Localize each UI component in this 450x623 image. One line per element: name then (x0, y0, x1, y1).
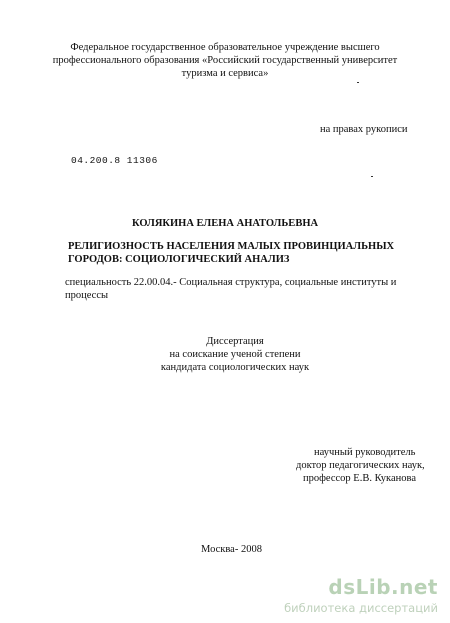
city-year: Москва- 2008 (201, 544, 262, 555)
specialty (65, 276, 425, 302)
degree-line-2: на соискание ученой степени (169, 349, 301, 360)
specialty-line-1: специальность 22.00.04.- Социальная структура, социальные институты и (65, 277, 397, 288)
dissertation-title (68, 240, 408, 266)
scan-speck (357, 82, 359, 83)
supervisor-info (296, 446, 446, 485)
scan-speck (371, 176, 373, 177)
dslib-watermark (238, 575, 438, 615)
title-line-2: ГОРОДОВ: СОЦИОЛОГИЧЕСКИЙ АНАЛИЗ (68, 254, 290, 265)
degree-line-3: кандидата социологических наук (160, 362, 310, 373)
supervisor-line-2: доктор педагогических наук, (296, 460, 425, 471)
institution-line-2: профессионального образования «Российский государственный университет (52, 55, 398, 66)
institution-line-3: туризма и сервиса» (181, 68, 269, 79)
author-name: КОЛЯКИНА ЕЛЕНА АНАТОЛЬЕВНА (132, 218, 319, 229)
degree-line-1: Диссертация (206, 336, 264, 347)
institution-line-1: Федеральное государственное образовательное учреждение высшего (70, 42, 380, 53)
institution-header (40, 41, 410, 80)
specialty-line-2: процессы (65, 290, 109, 301)
supervisor-line-1: научный руководитель (314, 447, 416, 458)
title-line-1: РЕЛИГИОЗНОСТЬ НАСЕЛЕНИЯ МАЛЫХ ПРОВИНЦИАЛЬНЫХ (68, 241, 395, 252)
supervisor-line-3: профессор Е.В. Куканова (303, 473, 416, 484)
degree-statement (135, 335, 335, 374)
registration-number: 04.200.8 11306 (71, 155, 158, 166)
watermark-subtitle: библиотека диссертаций (284, 601, 438, 615)
rights-note: на правах рукописи (320, 124, 408, 135)
watermark-logo: dsLib.net (328, 575, 438, 599)
